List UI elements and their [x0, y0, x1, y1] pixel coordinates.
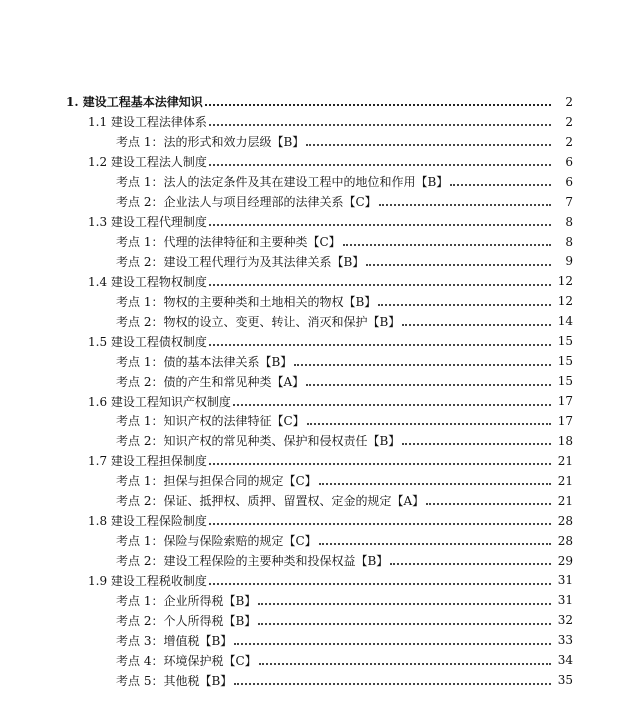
toc-page-number: 28 [557, 513, 573, 528]
toc-topic-row[interactable] [0, 411, 637, 431]
toc-page-number: 35 [557, 673, 573, 688]
toc-entry-title: 1.3 建设工程代理制度 [88, 215, 207, 230]
toc-entry-title: 考点 5：其他税【B】 [116, 673, 233, 688]
toc-chapter-row[interactable] [0, 92, 637, 112]
dot-leader [209, 123, 551, 126]
toc-topic-row[interactable] [0, 252, 637, 272]
toc-topic-row[interactable] [0, 192, 637, 212]
dot-leader [209, 343, 551, 346]
dot-leader [259, 662, 551, 665]
toc-topic-row[interactable] [0, 431, 637, 451]
toc-page-number: 21 [557, 473, 573, 488]
toc-entry-title: 考点 2：建设工程保险的主要种类和投保权益【B】 [116, 554, 389, 569]
toc-entry-title: 考点 2：保证、抵押权、质押、留置权、定金的规定【A】 [116, 494, 425, 509]
dot-leader [209, 522, 551, 525]
toc-page-number: 28 [557, 533, 573, 548]
dot-leader [258, 602, 551, 605]
dot-leader [366, 263, 551, 266]
toc-entry-title: 考点 3：增值税【B】 [116, 633, 233, 648]
toc-entry-title: 考点 1：担保与担保合同的规定【C】 [116, 474, 317, 489]
toc-entry-title: 1.2 建设工程法人制度 [88, 155, 207, 170]
toc-topic-row[interactable] [0, 232, 637, 252]
toc-topic-row[interactable] [0, 291, 637, 311]
dot-leader [209, 223, 551, 226]
toc-page-number: 15 [557, 334, 573, 349]
dot-leader [306, 383, 551, 386]
toc-entry-title: 1.5 建设工程债权制度 [88, 334, 207, 349]
dot-leader [402, 442, 551, 445]
toc-entry-title: 考点 1：物权的主要种类和土地相关的物权【B】 [116, 294, 377, 309]
dot-leader [319, 542, 551, 545]
toc-page-number: 12 [557, 294, 573, 309]
dot-leader [234, 682, 551, 685]
toc-entry-title: 考点 1：保险与保险索赔的规定【C】 [116, 534, 317, 549]
toc-topic-row[interactable] [0, 670, 637, 690]
dot-leader [234, 642, 551, 645]
dot-leader [209, 283, 551, 286]
toc-entry-title: 考点 2：知识产权的常见种类、保护和侵权责任【B】 [116, 434, 401, 449]
toc-entry-title: 考点 2：物权的设立、变更、转让、消灭和保护【B】 [116, 314, 401, 329]
toc-page-number: 33 [557, 633, 573, 648]
toc-section-row[interactable] [0, 271, 637, 291]
dot-leader [319, 482, 551, 485]
toc-section-row[interactable] [0, 451, 637, 471]
dot-leader [379, 203, 551, 206]
toc-topic-row[interactable] [0, 351, 637, 371]
toc-page-number: 2 [565, 94, 573, 109]
toc-topic-row[interactable] [0, 371, 637, 391]
toc-page-number: 17 [557, 413, 573, 428]
dot-leader [233, 403, 551, 406]
dot-leader [209, 163, 551, 166]
toc-section-row[interactable] [0, 511, 637, 531]
dot-leader [209, 462, 551, 465]
toc-page-number: 15 [557, 374, 573, 389]
toc-page-number: 8 [565, 214, 573, 229]
toc-page-number: 8 [565, 234, 573, 249]
toc-page-number: 21 [557, 493, 573, 508]
toc-page-number: 7 [565, 194, 573, 209]
toc-entry-title: 1.1 建设工程法律体系 [88, 115, 207, 130]
toc-section-row[interactable] [0, 391, 637, 411]
toc-entry-title: 1.9 建设工程税收制度 [88, 573, 207, 588]
toc-topic-row[interactable] [0, 132, 637, 152]
toc-entry-title: 考点 1：债的基本法律关系【B】 [116, 354, 293, 369]
toc-page-number: 21 [557, 453, 573, 468]
toc-page-number: 17 [557, 394, 573, 409]
toc-topic-row[interactable] [0, 491, 637, 511]
toc-entry-title: 1. 建设工程基本法律知识 [66, 95, 203, 110]
toc-section-row[interactable] [0, 112, 637, 132]
dot-leader [205, 103, 551, 106]
toc-page-number: 6 [565, 174, 573, 189]
toc-topic-row[interactable] [0, 531, 637, 551]
toc-topic-row[interactable] [0, 610, 637, 630]
toc-section-row[interactable] [0, 331, 637, 351]
table-of-contents [0, 92, 637, 690]
dot-leader [294, 363, 551, 366]
toc-page-number: 14 [557, 314, 573, 329]
toc-topic-row[interactable] [0, 650, 637, 670]
toc-entry-title: 1.7 建设工程担保制度 [88, 454, 207, 469]
dot-leader [209, 582, 551, 585]
toc-entry-title: 考点 1：企业所得税【B】 [116, 593, 257, 608]
dot-leader [402, 323, 551, 326]
toc-topic-row[interactable] [0, 590, 637, 610]
toc-entry-title: 考点 1：法人的法定条件及其在建设工程中的地位和作用【B】 [116, 175, 449, 190]
dot-leader [378, 303, 551, 306]
toc-page-number: 6 [565, 154, 573, 169]
dot-leader [390, 562, 551, 565]
toc-entry-title: 考点 2：建设工程代理行为及其法律关系【B】 [116, 254, 365, 269]
toc-entry-title: 考点 2：债的产生和常见种类【A】 [116, 374, 305, 389]
dot-leader [343, 243, 551, 246]
toc-page-number: 15 [557, 354, 573, 369]
toc-page-number: 9 [565, 254, 573, 269]
toc-topic-row[interactable] [0, 311, 637, 331]
toc-entry-title: 1.8 建设工程保险制度 [88, 514, 207, 529]
toc-page-number: 31 [557, 593, 573, 608]
toc-entry-title: 考点 1：代理的法律特征和主要种类【C】 [116, 235, 341, 250]
toc-section-row[interactable] [0, 571, 637, 591]
toc-page-number: 12 [557, 274, 573, 289]
toc-page-number: 29 [557, 553, 573, 568]
toc-entry-title: 考点 1：知识产权的法律特征【C】 [116, 414, 305, 429]
toc-page-number: 34 [557, 653, 573, 668]
dot-leader [258, 622, 551, 625]
dot-leader [307, 422, 551, 425]
dot-leader [426, 502, 551, 505]
toc-section-row[interactable] [0, 212, 637, 232]
toc-entry-title: 1.6 建设工程知识产权制度 [88, 394, 231, 409]
dot-leader [306, 143, 551, 146]
toc-section-row[interactable] [0, 152, 637, 172]
toc-topic-row[interactable] [0, 551, 637, 571]
toc-topic-row[interactable] [0, 471, 637, 491]
toc-entry-title: 考点 2：企业法人与项目经理部的法律关系【C】 [116, 195, 377, 210]
toc-page-number: 2 [565, 114, 573, 129]
toc-topic-row[interactable] [0, 172, 637, 192]
toc-page-number: 32 [557, 613, 573, 628]
toc-page-number: 31 [557, 573, 573, 588]
toc-page-number: 2 [565, 134, 573, 149]
toc-topic-row[interactable] [0, 630, 637, 650]
toc-entry-title: 考点 2：个人所得税【B】 [116, 613, 257, 628]
toc-page-number: 18 [557, 433, 573, 448]
toc-entry-title: 考点 1：法的形式和效力层级【B】 [116, 135, 305, 150]
toc-entry-title: 考点 4：环境保护税【C】 [116, 653, 257, 668]
toc-entry-title: 1.4 建设工程物权制度 [88, 274, 207, 289]
dot-leader [450, 183, 551, 186]
